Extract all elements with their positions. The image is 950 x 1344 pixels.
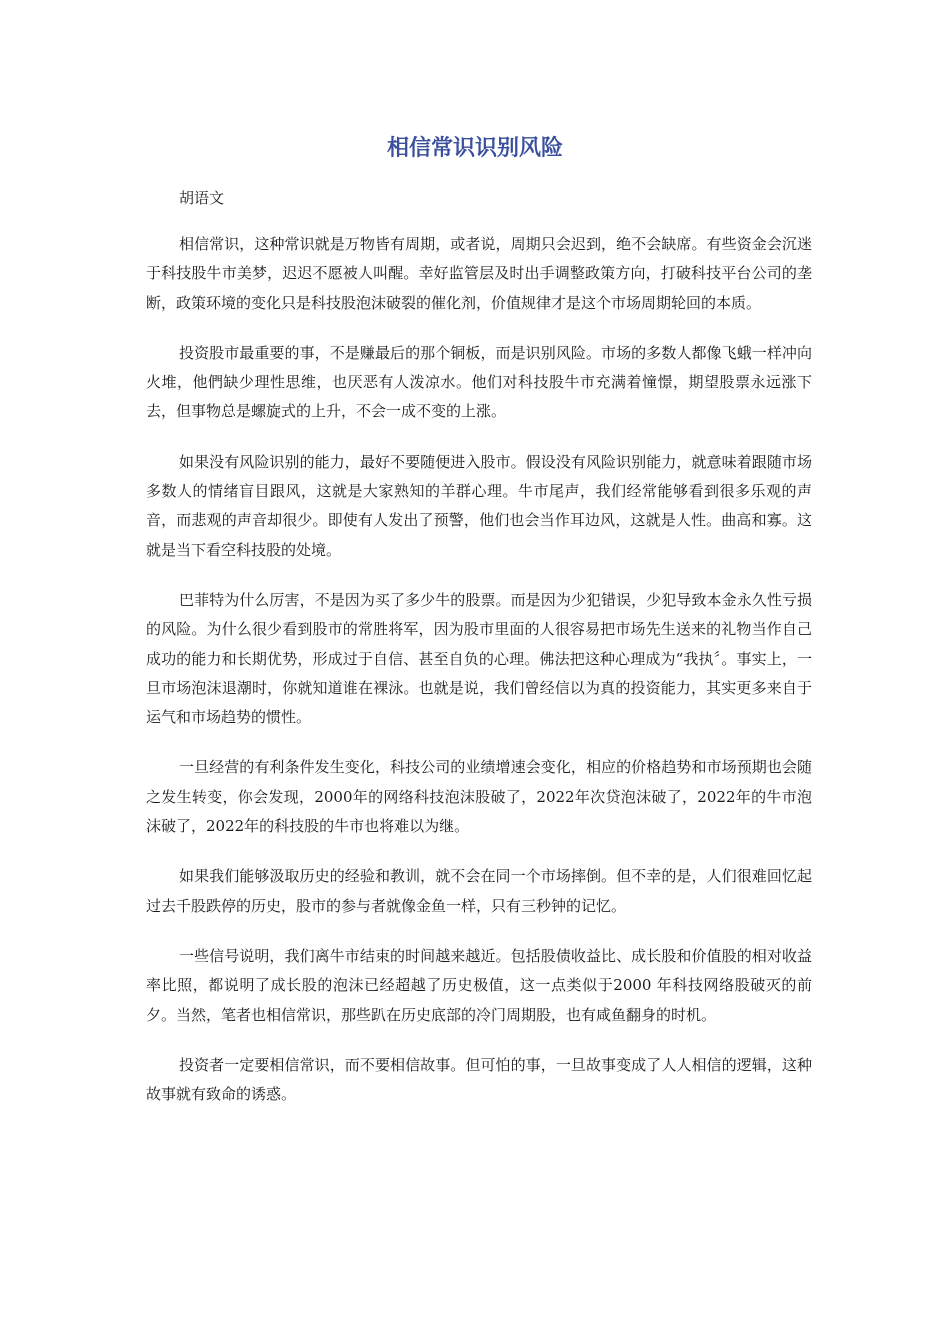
paragraph-4: 巴菲特为什么厉害，不是因为买了多少牛的股票。而是因为少犯错误，少犯导致本金永久性亏损的风险。为什么很少看到股市的常胜将军，因为股市里面的人很容易把市场先生送来的礼物当作自己成功的能力和长期优势，形成过于自信、甚至自负的心理。佛法把这种心理成为“我执〞。事实上，一旦市场泡沫退潮时，你就知道谁在裸泳。也就是说，我们曾经信以为真的投资能力，其实更多来自于运气和市场趋势的惯性。 [146, 590, 812, 727]
paragraph-3: 如果没有风险识别的能力，最好不要随便进入股市。假设没有风险识别能力，就意味着跟随市场多数人的情绪盲目跟风，这就是大家熟知的羊群心理。牛市尾声，我们经常能够看到很多乐观的声音，而悲观的声音却很少。即使有人发出了预警，他们也会当作耳边风，这就是人性。曲高和寡。这就是当下看空科技股的处境。 [146, 452, 812, 559]
paragraph-2: 投资股市最重要的事，不是赚最后的那个铜板，而是识别风险。市场的多数人都像飞蛾一样冲向火堆，他們缺少理性思维，也厌恶有人泼凉水。他们对科技股牛市充满着憧憬，期望股票永远涨下去，但事物总是螺旋式的上升，不会一成不变的上涨。 [146, 343, 812, 421]
author-name: 胡语文 [179, 189, 225, 207]
paragraph-7: 一些信号说明，我们离牛市结束的时间越来越近。包括股债收益比、成长股和价值股的相对收益率比照，都说明了成长股的泡沫已经超越了历史极值，这一点类似于2000 年科技网络股破灭的前夕。当然，笔者也相信常识，那些趴在历史底部的冷门周期股，也有咸鱼翻身的时机。 [146, 946, 812, 1024]
paragraph-1: 相信常识，这种常识就是万物皆有周期，或者说，周期只会迟到，绝不会缺席。有些资金会沉迷于科技股牛市美梦，迟迟不愿被人叫醒。幸好监管层及时出手调整政策方向，打破科技平台公司的垄断，政策环境的变化只是科技股泡沫破裂的催化剂，价值规律才是这个市场周期轮回的本质。 [146, 235, 812, 312]
paragraph-5: 一旦经营的有利条件发生变化，科技公司的业绩增速会变化，相应的价格趋势和市场预期也会随之发生转变，你会发现，2000年的网络科技泡沫股破了，2022年次贷泡沫破了，2022年的牛市泡沫破了，2022年的科技股的牛市也将难以为继。 [146, 758, 812, 836]
paragraph-8: 投资者一定要相信常识，而不要相信故事。但可怕的事，一旦故事变成了人人相信的逻辑，这种故事就有致命的诱惑。 [146, 1055, 812, 1104]
article-body [146, 230, 812, 1130]
paragraph-6: 如果我们能够汲取历史的经验和教训，就不会在同一个市场摔倒。但不幸的是，人们很难回忆起过去千股跌停的历史，股市的参与者就像金鱼一样，只有三秒钟的记忆。 [146, 867, 812, 915]
document-title: 相信常识识别风险 [386, 136, 563, 161]
